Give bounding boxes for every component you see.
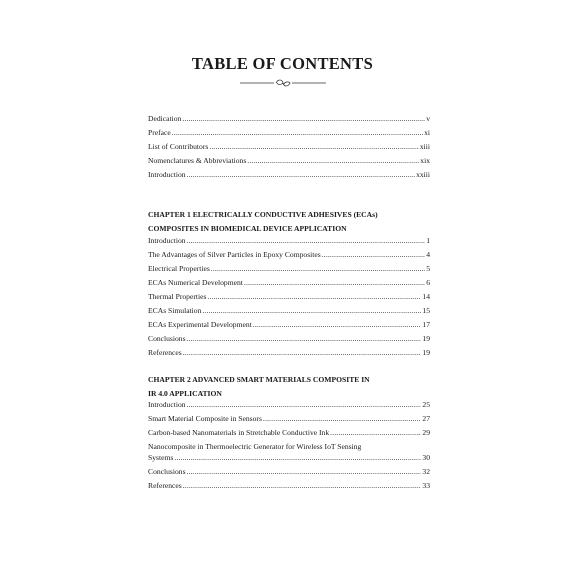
page-number: 19 [422,334,430,343]
toc-entry[interactable] [148,348,430,358]
dot-leader [182,114,425,124]
toc-entry[interactable] [148,306,430,316]
entry-label: Introduction [148,400,186,409]
entry-label: Conclusions [148,467,186,476]
entry-label: List of Contributors [148,142,209,151]
dot-leader [247,156,419,166]
page-number: xxiii [416,170,430,179]
entry-label: Thermal Properties [148,292,207,301]
entry-label: Preface [148,128,171,137]
toc-entry[interactable] [148,278,430,288]
page-number: 30 [422,453,430,462]
dot-leader [187,170,416,180]
page-number: 15 [422,306,430,315]
entry-label: Conclusions [148,334,186,343]
entry-label: ECAs Simulation [148,306,202,315]
dot-leader [174,453,421,463]
dot-leader [207,292,421,302]
dot-leader [202,306,421,316]
dot-leader [183,348,422,358]
entry-label: Carbon-based Nanomaterials in Stretchable Conductive Ink [148,428,330,437]
toc-entry[interactable] [148,400,430,410]
page-number: 6 [426,278,430,287]
entry-label: References [148,481,182,490]
entry-label: Electrical Properties [148,264,210,273]
entry-label: Nanocomposite in Thermoelectric Generator for Wireless IoT Sensing [148,442,362,451]
toc-entry[interactable] [148,467,430,477]
entry-label: Systems [148,453,174,462]
dot-leader [187,334,422,344]
page-number: 32 [422,467,430,476]
page-number: 19 [422,348,430,357]
toc-entry[interactable] [148,264,430,274]
toc-entry-multiline[interactable] [148,442,430,452]
toc-entry-introduction[interactable] [148,170,430,180]
dot-leader [172,128,423,138]
dot-leader [183,481,422,491]
page-number: 33 [422,481,430,490]
entry-label: Introduction [148,236,186,245]
chapter-heading-line: CHAPTER 2 ADVANCED SMART MATERIALS COMPOSITE IN [148,375,370,384]
ornament-divider-icon [240,78,326,88]
toc-entry[interactable] [148,334,430,344]
page-number: 27 [422,414,430,423]
page-number: 14 [422,292,430,301]
page-number: 4 [426,250,430,259]
toc-entry-nomenclatures[interactable] [148,156,430,166]
entry-label: The Advantages of Silver Particles in Epoxy Composites [148,250,321,259]
page-title: TABLE OF CONTENTS [191,54,374,73]
entry-label: Dedication [148,114,182,123]
toc-entry[interactable] [148,320,430,330]
toc-entry-multiline-end[interactable] [148,453,430,463]
toc-entry[interactable] [148,250,430,260]
page-number: 5 [426,264,430,273]
page-number: xiii [419,142,430,151]
entry-label: References [148,348,182,357]
page-number: 17 [422,320,430,329]
dot-leader [211,264,425,274]
chapter-2-heading[interactable] [148,373,438,400]
chapter-1-heading[interactable] [148,208,438,235]
dot-leader [263,414,422,424]
entry-label: Introduction [148,170,186,179]
dot-leader [244,278,425,288]
entry-label: Nomenclatures & Abbreviations [148,156,247,165]
toc-entry[interactable] [148,481,430,491]
entry-label: ECAs Numerical Development [148,278,243,287]
page-number: v [426,114,430,123]
dot-leader [253,320,422,330]
entry-label: ECAs Experimental Development [148,320,252,329]
page-number: xix [420,156,430,165]
dot-leader [209,142,419,152]
page-number: 25 [422,400,430,409]
toc-entry-contributors[interactable] [148,142,430,152]
dot-leader [322,250,425,260]
page-number: 29 [422,428,430,437]
chapter-heading-line: COMPOSITES IN BIOMEDICAL DEVICE APPLICATION [148,223,347,233]
chapter-heading-line: IR 4.0 APPLICATION [148,388,222,398]
page-number: xi [424,128,430,137]
toc-entry[interactable] [148,414,430,424]
toc-entry-preface[interactable] [148,128,430,138]
dot-leader [187,400,422,410]
page-number: 1 [426,236,430,245]
toc-entry-dedication[interactable] [148,114,430,124]
toc-entry[interactable] [148,292,430,302]
entry-label: Smart Material Composite in Sensors [148,414,262,423]
dot-leader [187,236,426,246]
toc-entry[interactable] [148,428,430,438]
dot-leader [330,428,421,438]
toc-entry[interactable] [148,236,430,246]
dot-leader [187,467,422,477]
chapter-heading-line: CHAPTER 1 ELECTRICALLY CONDUCTIVE ADHESIVES (ECAs) [148,210,378,219]
